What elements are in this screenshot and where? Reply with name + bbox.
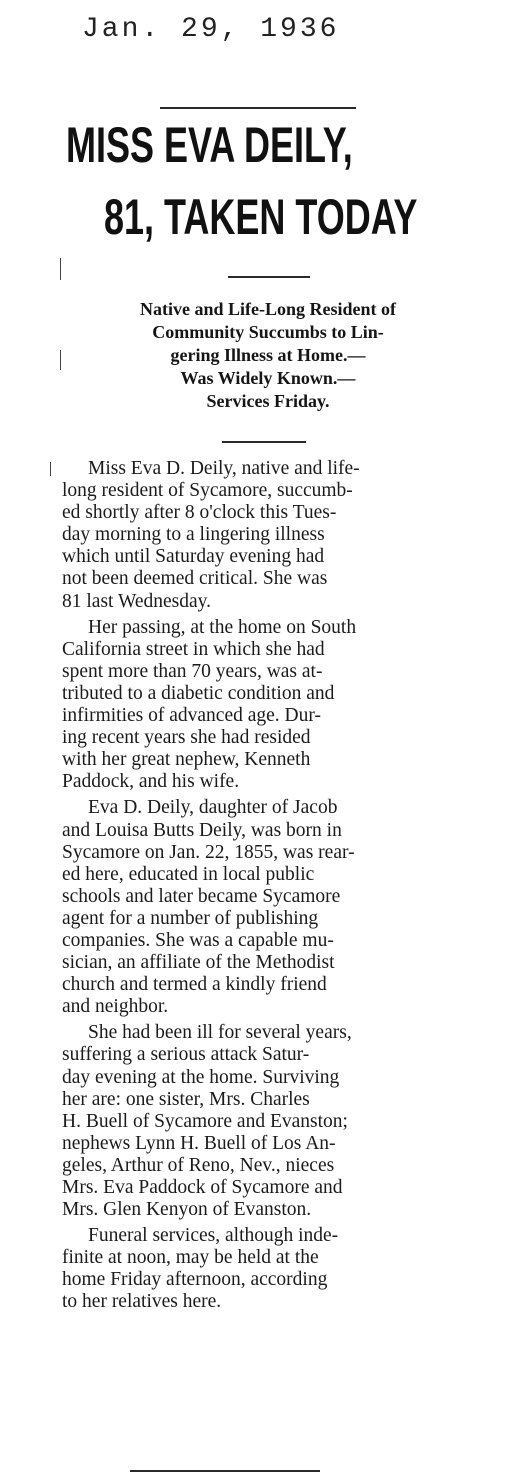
paragraph-2	[62, 617, 470, 794]
body-line: sician, an affiliate of the Methodist	[62, 952, 335, 974]
headline-line-1: MISS EVA DEILY,	[66, 117, 353, 173]
body-line: tributed to a diabetic condition and	[62, 682, 335, 704]
body-line: and neighbor.	[62, 996, 169, 1018]
deck-line: Services Friday.	[206, 391, 330, 411]
body-line: California street in which she had	[62, 638, 325, 660]
body-line: ing recent years she had resided	[62, 727, 311, 749]
margin-mark	[50, 462, 51, 476]
deck-line: gering Illness at Home.—	[170, 345, 366, 365]
body-line: companies. She was a capable mu-	[62, 929, 334, 951]
body-line: nephews Lynn H. Buell of Los An-	[62, 1132, 336, 1154]
body-line: not been deemed critical. She was	[62, 568, 328, 590]
body-line: infirmities of advanced age. Dur-	[62, 705, 321, 727]
body-line: geles, Arthur of Reno, Nev., nieces	[62, 1154, 335, 1176]
body-line: her are: one sister, Mrs. Charles	[62, 1088, 310, 1110]
body-line: home Friday afternoon, according	[62, 1269, 328, 1291]
body-line: Mrs. Glen Kenyon of Evanston.	[62, 1199, 312, 1221]
deck-line: Was Widely Known.—	[180, 368, 356, 388]
body-line: day morning to a lingering illness	[62, 524, 325, 546]
deck-line: Community Succumbs to Lin-	[152, 322, 384, 342]
headline-line-2: 81, TAKEN TODAY	[104, 189, 418, 245]
paragraph-1	[62, 458, 470, 613]
body-line: with her great nephew, Kenneth	[62, 749, 311, 771]
paragraph-5	[62, 1225, 470, 1313]
body-line: Funeral services, although inde-	[88, 1225, 339, 1247]
body-line: day evening at the home. Surviving	[62, 1066, 340, 1088]
body-line: 81 last Wednesday.	[62, 590, 211, 612]
margin-mark	[60, 258, 61, 280]
body-line: schools and later became Sycamore	[62, 885, 341, 907]
body-line: to her relatives here.	[62, 1291, 222, 1313]
headline-divider	[228, 276, 310, 278]
body-line: agent for a number of publishing	[62, 907, 319, 929]
body-line: ed here, educated in local public	[62, 863, 315, 885]
bottom-rule	[130, 1470, 320, 1472]
deck-divider	[222, 441, 306, 443]
article-body	[62, 458, 470, 1318]
body-line: Eva D. Deily, daughter of Jacob	[88, 797, 338, 819]
body-line: finite at noon, may be held at the	[62, 1247, 319, 1269]
dateline: Jan. 29, 1936	[82, 14, 340, 45]
body-line: Miss Eva D. Deily, native and life-	[88, 458, 360, 479]
body-line: Sycamore on Jan. 22, 1855, was rear-	[62, 841, 355, 863]
body-line: She had been ill for several years,	[88, 1022, 352, 1044]
body-line: which until Saturday evening had	[62, 546, 325, 568]
body-line: and Louisa Butts Deily, was born in	[62, 819, 342, 841]
top-rule	[160, 107, 356, 109]
body-line: long resident of Sycamore, succumb-	[62, 480, 353, 502]
body-line: ed shortly after 8 o'clock this Tues-	[62, 502, 337, 524]
body-line: Paddock, and his wife.	[62, 771, 240, 793]
paragraph-3	[62, 797, 470, 1018]
body-line: Mrs. Eva Paddock of Sycamore and	[62, 1177, 343, 1198]
body-line: church and termed a kindly friend	[62, 974, 327, 996]
paragraph-4	[62, 1022, 470, 1221]
subheadline-deck	[58, 298, 478, 413]
deck-line: Native and Life-Long Resident of	[140, 299, 396, 319]
body-line: spent more than 70 years, was at-	[62, 660, 323, 682]
body-line: Her passing, at the home on South	[88, 616, 357, 638]
body-line: H. Buell of Sycamore and Evanston;	[62, 1110, 348, 1132]
body-line: suffering a serious attack Satur-	[62, 1044, 310, 1066]
